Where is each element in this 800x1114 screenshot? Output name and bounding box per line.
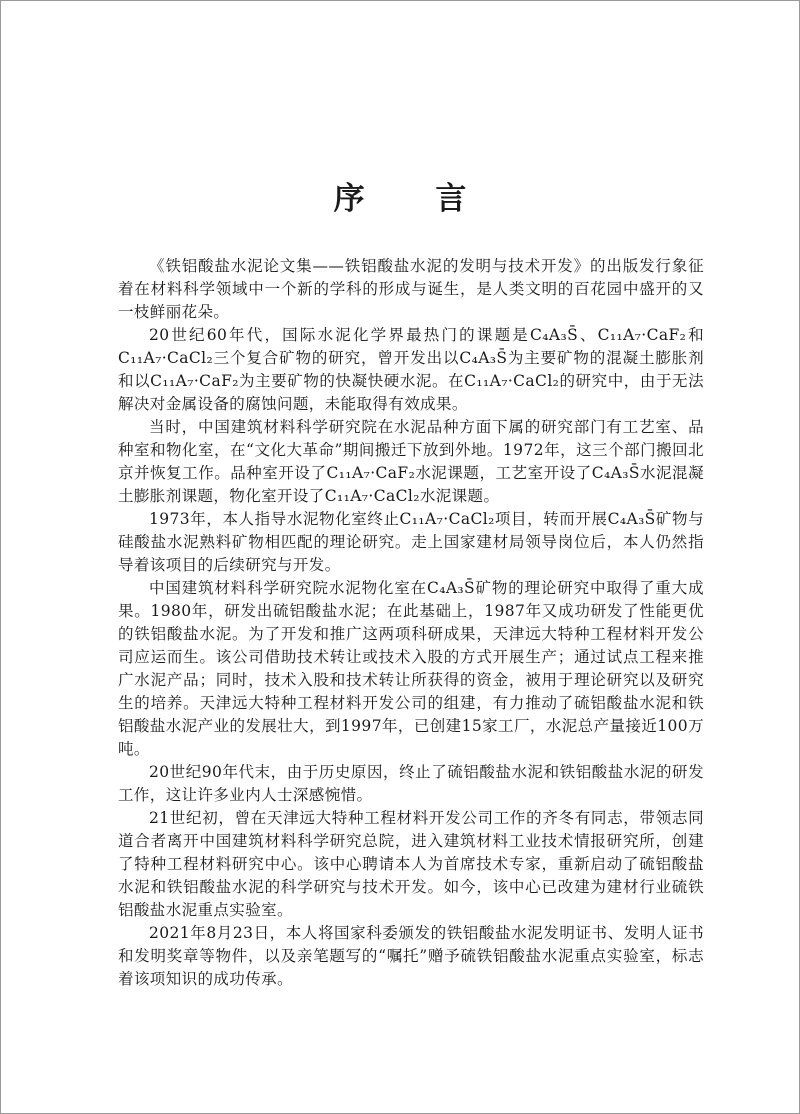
paragraph-3: 当时，中国建筑材料科学研究院在水泥品种方面下属的研究部门有工艺室、品种室和物化室，在“文化大革命”期间搬迁下放到外地。1972年，这三个部门搬回北京并恢复工作。品种室开设了C₁₁A₇·CaF₂水泥课题，工艺室开设了C₄A₃S̄水泥混凝土膨胀剂课题，物化室开设了C₁₁A₇·CaCl₂水泥课题。 (118, 418, 704, 505)
paragraph-5: 中国建筑材料科学研究院水泥物化室在C₄A₃S̄矿物的理论研究中取得了重大成果。1980年，研发出硫铝酸盐水泥；在此基础上，1987年又成功研发了性能更优的铁铝酸盐水泥。为了开发和推广这两项科研成果，天津远大特种工程材料开发公司应运而生。该公司借助技术转让或技术入股的方式开展生产；通过试点工程来推广水泥产品；同时，技术入股和技术转让所获得的资金，被用于理论研究以及研究生的培养。天津远大特种工程材料开发公司的组建，有力推动了硫铝酸盐水泥和铁铝酸盐水泥产业的发展壮大，到1997年，已创建15家工厂，水泥总产量接近100万吨。 (118, 579, 704, 758)
paragraph-8: 2021年8月23日，本人将国家科委颁发的铁铝酸盐水泥发明证书、发明人证书和发明奖章等物件，以及亲笔题写的“嘱托”赠予硫铁铝酸盐水泥重点实验室，标志着该项知识的成功传承。 (118, 924, 704, 988)
paragraph-2: 20世纪60年代，国际水泥化学界最热门的课题是C₄A₃S̄、C₁₁A₇·CaF₂和C₁₁A₇·CaCl₂三个复合矿物的研究，曾开发出以C₄A₃S̄为主要矿物的混凝土膨胀剂和以C₁₁A₇·CaF₂为主要矿物的快凝快硬水泥。在C₁₁A₇·CaCl₂的研究中，由于无法解决对金属设备的腐蚀问题，未能取得有效成果。 (118, 326, 704, 413)
paragraph-4: 1973年，本人指导水泥物化室终止C₁₁A₇·CaCl₂项目，转而开展C₄A₃S̄矿物与硅酸盐水泥熟料矿物相匹配的理论研究。走上国家建材局领导岗位后，本人仍然指导着该项目的后续研究与开发。 (118, 510, 704, 574)
preface-body (118, 255, 704, 991)
page-title: 序 言 (333, 181, 497, 217)
paragraph-1: 《铁铝酸盐水泥论文集——铁铝酸盐水泥的发明与技术开发》的出版发行象征着在材料科学领域中一个新的学科的形成与诞生，是人类文明的百花园中盛开的又一枝鲜丽花朵。 (118, 257, 704, 321)
paragraph-7: 21世纪初，曾在天津远大特种工程材料开发公司工作的齐冬有同志，带领志同道合者离开中国建筑材料科学研究总院，进入建筑材料工业技术情报研究所，创建了特种工程材料研究中心。该中心聘请本人为首席技术专家，重新启动了硫铝酸盐水泥和铁铝酸盐水泥的科学研究与技术开发。如今，该中心已改建为建材行业硫铁铝酸盐水泥重点实验室。 (118, 809, 704, 919)
paragraph-6: 20世纪90年代末，由于历史原因，终止了硫铝酸盐水泥和铁铝酸盐水泥的研发工作，这让许多业内人士深感惋惜。 (118, 763, 704, 804)
